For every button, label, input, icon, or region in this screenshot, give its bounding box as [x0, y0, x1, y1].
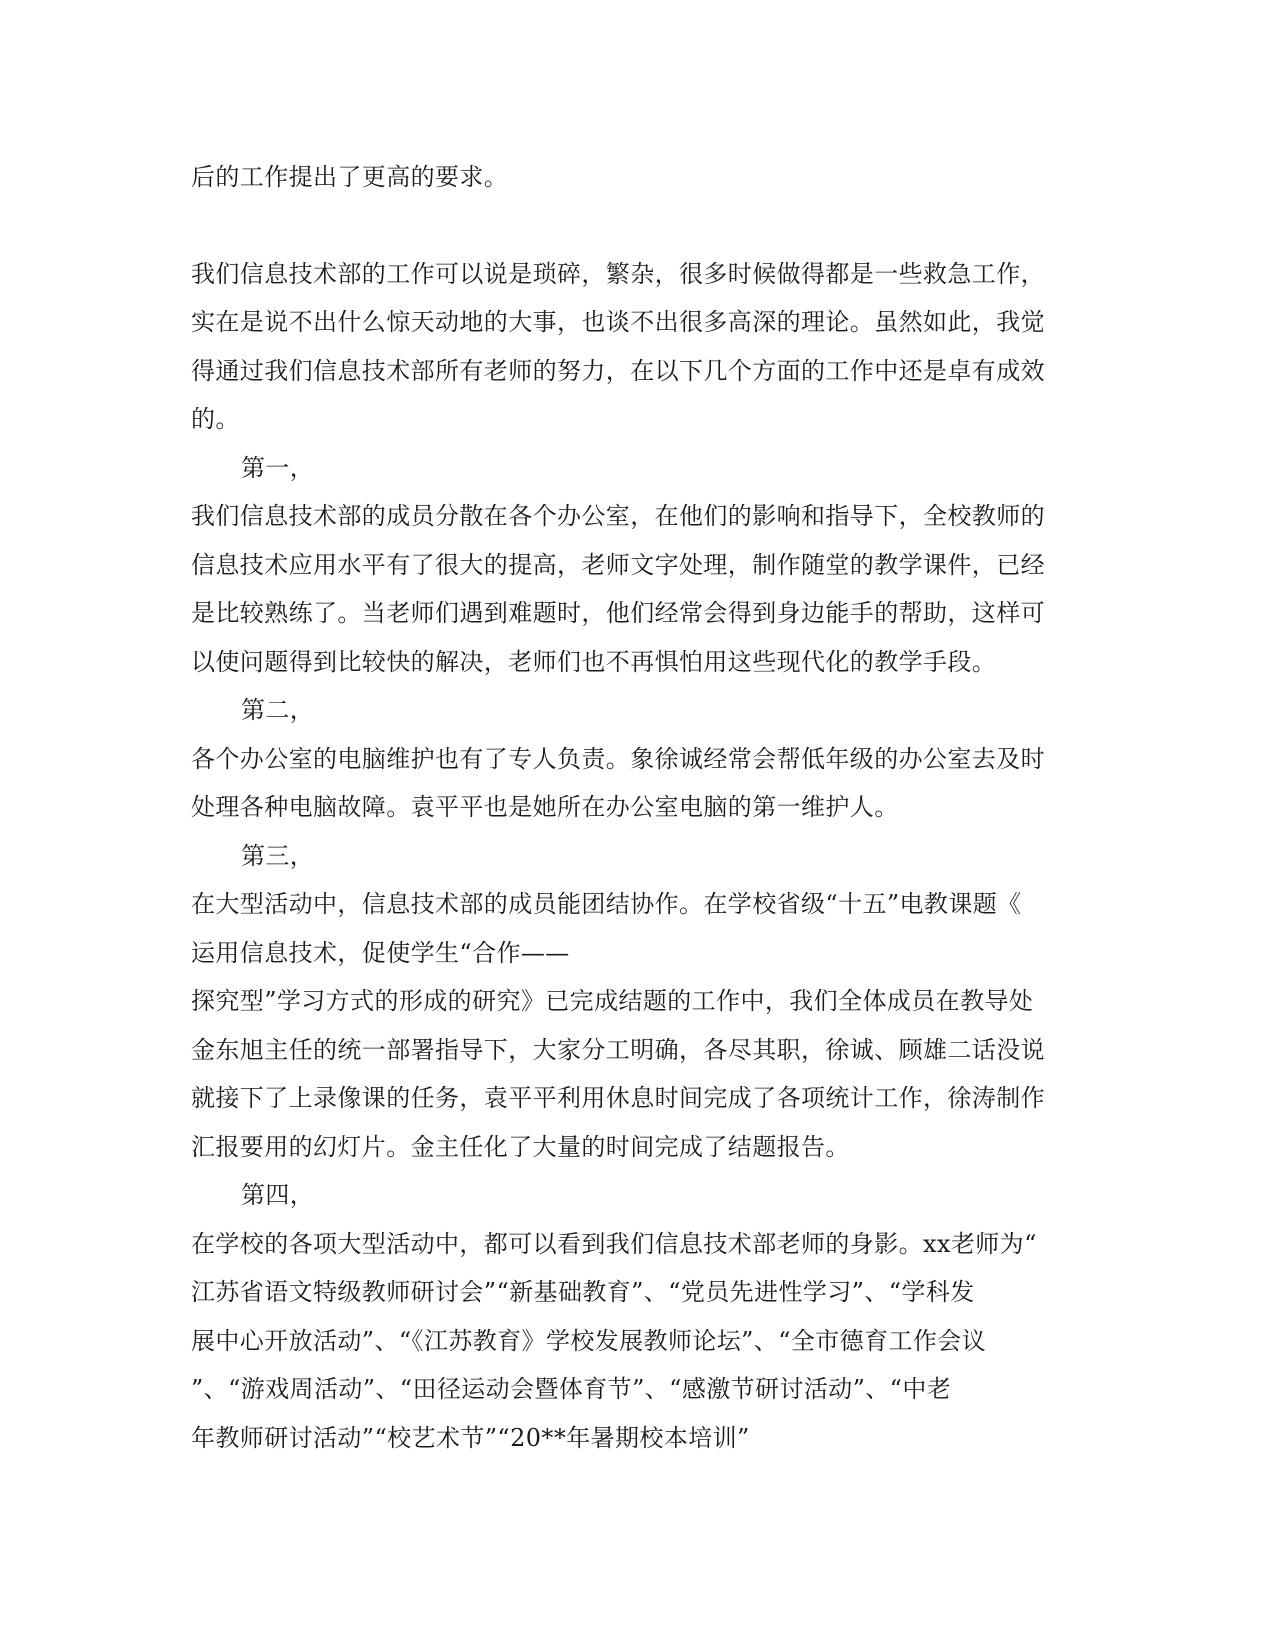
paragraph-line: 得通过我们信息技术部所有老师的努力，在以下几个方面的工作中还是卓有成效 — [191, 356, 1045, 385]
paragraph-gap — [191, 202, 1071, 250]
paragraph-line: 在学校的各项大型活动中，都可以看到我们信息技术部老师的身影。xx老师为“ — [191, 1229, 1037, 1258]
paragraph-line: 后的工作提出了更高的要求。 — [191, 163, 509, 191]
paragraph-line: 处理各种电脑故障。袁平平也是她所在办公室电脑的第一维护人。 — [191, 793, 899, 821]
section-heading-first: 第一， — [241, 453, 315, 482]
paragraph-line: 的。 — [191, 405, 240, 433]
paragraph-line: 在大型活动中，信息技术部的成员能团结协作。在学校省级“十五”电教课题《 — [191, 890, 1022, 918]
paragraph-line: 我们信息技术部的工作可以说是琐碎，繁杂，很多时候做得都是一些救急工作， — [191, 259, 1045, 288]
paragraph-line: 展中心开放活动”、“《江苏教育》学校发展教师论坛”、“全市德育工作会议 — [191, 1326, 987, 1355]
document-body — [191, 153, 1071, 1462]
paragraph-line: 汇报要用的幻灯片。金主任化了大量的时间完成了结题报告。 — [191, 1132, 850, 1161]
paragraph-line: 就接下了上录像课的任务，袁平平利用休息时间完成了各项统计工作，徐涛制作 — [191, 1084, 1045, 1112]
paragraph-line: 各个办公室的电脑维护也有了专人负责。象徐诚经常会帮低年级的办公室去及时 — [191, 744, 1045, 773]
paragraph-line: 年教师研讨活动”“校艺术节”“20**年暑期校本培训” — [191, 1423, 750, 1452]
paragraph-line: 探究型”学习方式的形成的研究》已完成结题的工作中，我们全体成员在教导处 — [191, 987, 1034, 1015]
paragraph-line: 信息技术应用水平有了很大的提高，老师文字处理，制作随堂的教学课件，已经 — [191, 550, 1045, 579]
section-heading-second: 第二， — [241, 696, 315, 724]
section-heading-fourth: 第四， — [241, 1181, 315, 1209]
paragraph-line: 金东旭主任的统一部署指导下，大家分工明确，各尽其职，徐诚、顾雄二话没说 — [191, 1035, 1045, 1064]
paragraph-line: 我们信息技术部的成员分散在各个办公室，在他们的影响和指导下，全校教师的 — [191, 502, 1045, 530]
paragraph-line: 江苏省语文特级教师研讨会”“新基础教育”、“党员先进性学习”、“学科发 — [191, 1278, 975, 1306]
paragraph-line: 以使问题得到比较快的解决，老师们也不再惧怕用这些现代化的教学手段。 — [191, 647, 997, 676]
paragraph-line: ”、“游戏周活动”、“田径运动会暨体育节”、“感激节研讨活动”、“中老 — [191, 1375, 952, 1403]
paragraph-line: 运用信息技术，促使学生“合作—— — [191, 938, 570, 967]
section-heading-third: 第三， — [241, 841, 315, 870]
paragraph-line: 是比较熟练了。当老师们遇到难题时，他们经常会得到身边能手的帮助，这样可 — [191, 599, 1045, 627]
paragraph-line: 实在是说不出什么惊天动地的大事，也谈不出很多高深的理论。虽然如此，我觉 — [191, 308, 1045, 336]
